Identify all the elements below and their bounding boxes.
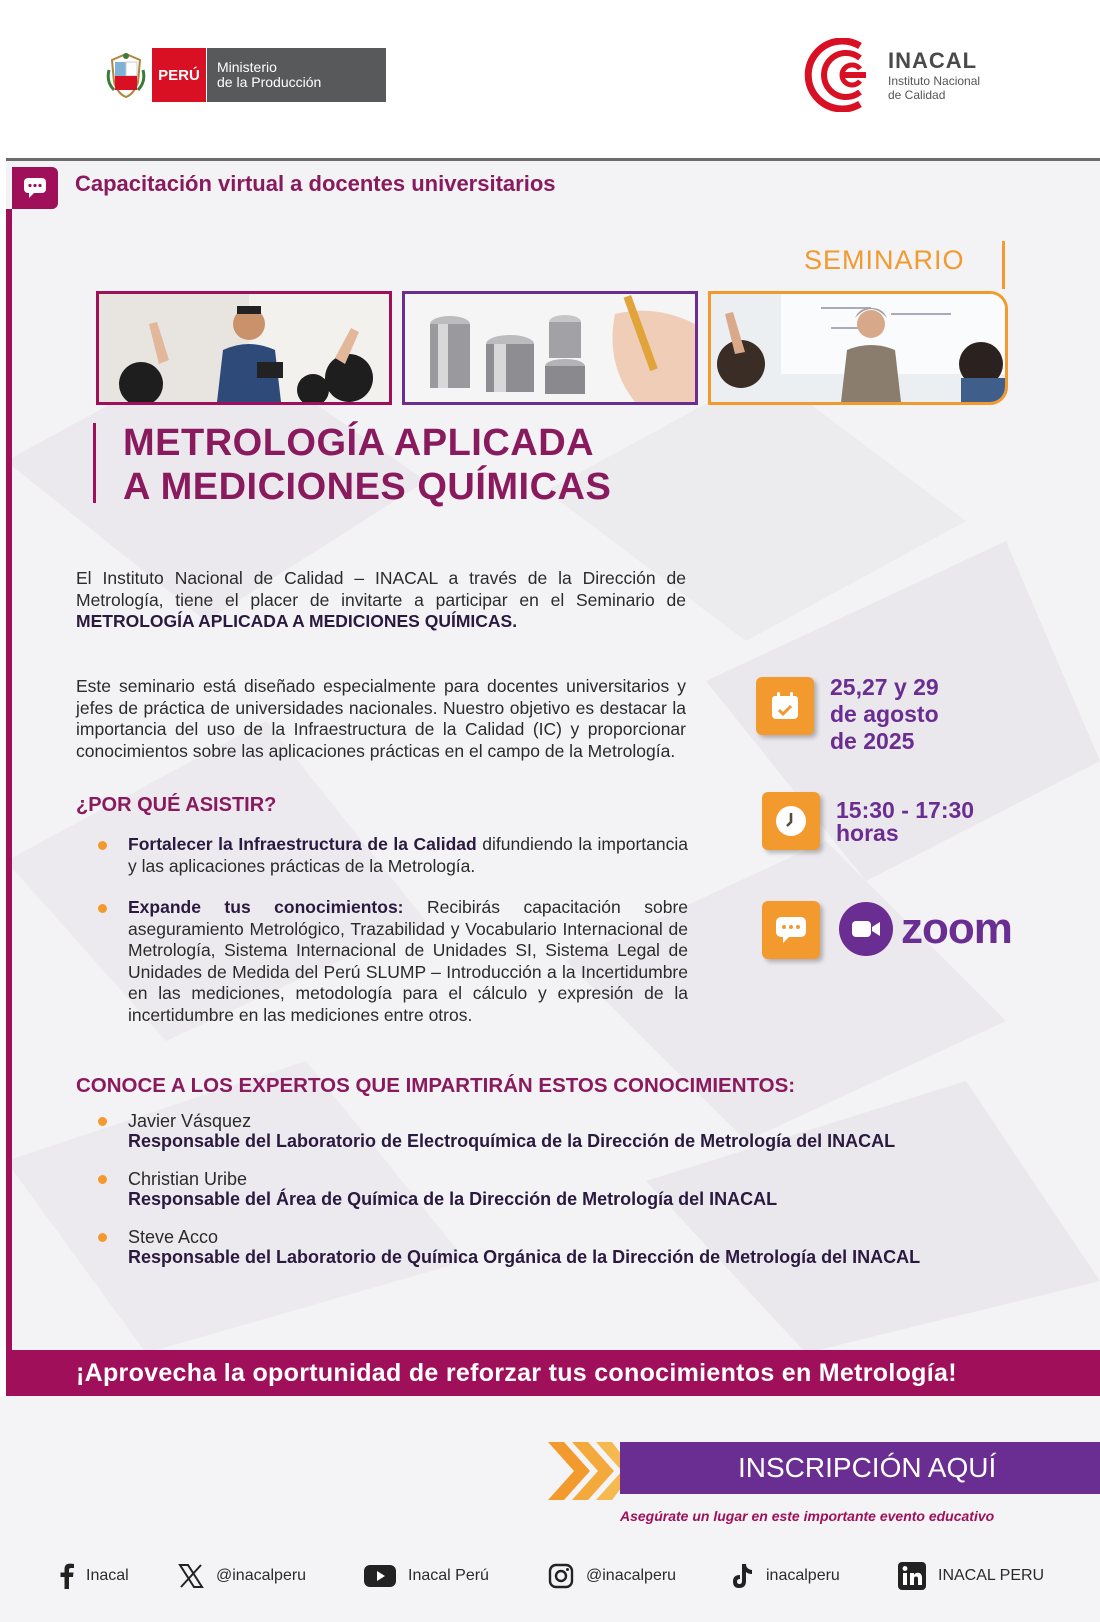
left-accent-bar	[6, 209, 12, 1350]
inacal-logo	[790, 38, 980, 112]
expert-name: Javier Vásquez	[128, 1111, 252, 1131]
social-links	[0, 1556, 1100, 1596]
clock-icon	[762, 792, 820, 850]
zoom-logo	[839, 902, 1012, 956]
zoom-label: zoom	[901, 904, 1012, 953]
description-paragraph: Este seminario está diseñado especialmente para docentes universitarios y jefes de práctica de universidades nacionales. Nuestro objetivo es destacar la importancia del uso de la Infraestructura de la Calidad (IC) y proporcionar conocimientos sobre las aplicaciones prácticas en el campo de la Metrología.	[76, 676, 686, 761]
inacal-sub-1: Instituto Nacional	[888, 74, 981, 88]
photo-teacher-whiteboard	[708, 291, 1008, 405]
social-x[interactable]	[178, 1556, 306, 1596]
experts-heading: CONOCE A LOS EXPERTOS QUE IMPARTIRÁN ESTOS CONOCIMIENTOS:	[76, 1074, 796, 1097]
inacal-sub-2: de Calidad	[888, 88, 946, 102]
event-time	[836, 799, 974, 845]
inscription-subtext: Asegúrate un lugar en este importante evento educativo	[620, 1508, 995, 1524]
social-facebook[interactable]	[60, 1556, 129, 1596]
x-icon	[178, 1563, 204, 1589]
linkedin-handle: INACAL PERU	[938, 1567, 1045, 1584]
list-item	[98, 1169, 1048, 1209]
list-item	[98, 1227, 1048, 1267]
date-line-2: de agosto	[830, 701, 939, 727]
list-item	[98, 1111, 1048, 1151]
ministry-line-2: de la Producción	[217, 74, 322, 90]
peru-label: PERÚ	[152, 48, 206, 102]
calendar-icon	[756, 677, 814, 735]
reason-1-bold: Fortalecer la Infraestructura de la Calidad	[128, 834, 477, 854]
title-accent-bar	[93, 423, 96, 503]
tiktok-handle: inacalperu	[766, 1567, 840, 1584]
seminar-title	[123, 421, 611, 509]
why-heading: ¿POR QUÉ ASISTIR?	[76, 794, 277, 816]
social-instagram[interactable]	[548, 1556, 676, 1596]
list-item	[98, 834, 688, 877]
coat-of-arms-icon	[104, 48, 148, 102]
reasons-list	[98, 834, 688, 1046]
peru-ministry-logo	[104, 48, 386, 102]
footer	[0, 1396, 1100, 1622]
subtitle: Capacitación virtual a docentes universitarios	[75, 171, 556, 196]
ministry-label	[206, 48, 386, 102]
call-to-action-banner: ¡Aprovecha la oportunidad de reforzar tus conocimientos en Metrología!	[6, 1350, 1100, 1396]
social-linkedin[interactable]	[898, 1556, 1044, 1596]
youtube-handle: Inacal Perú	[408, 1567, 489, 1584]
reason-2-bold: Expande tus conocimientos:	[128, 897, 404, 917]
title-line-1: METROLOGÍA APLICADA	[123, 422, 595, 464]
experts-list	[98, 1111, 1048, 1285]
list-item	[98, 897, 688, 1026]
seminario-tag: SEMINARIO	[804, 245, 965, 275]
inacal-name: INACAL	[888, 48, 978, 73]
social-youtube[interactable]	[364, 1556, 489, 1596]
inscription-button[interactable]: INSCRIPCIÓN AQUÍ	[620, 1442, 1100, 1494]
facebook-handle: Inacal	[86, 1567, 129, 1584]
photo-metrology-weights	[402, 291, 698, 405]
photo-teacher-classroom	[96, 291, 392, 405]
time-line-2: horas	[836, 820, 899, 846]
expert-role: Responsable del Área de Química de la Dirección de Metrología del INACAL	[128, 1189, 778, 1209]
title-line-2: A MEDICIONES QUÍMICAS	[123, 466, 612, 508]
time-line-1: 15:30 - 17:30	[836, 797, 975, 823]
intro-paragraph	[76, 568, 686, 633]
chat-bubble-icon	[12, 167, 58, 209]
inacal-mark-icon	[790, 38, 884, 112]
expert-name: Steve Acco	[128, 1227, 219, 1247]
reason-1-text: difundiendo la importancia y las aplicaciones prácticas de la Metrología.	[128, 834, 688, 876]
intro-bold: METROLOGÍA APLICADA A MEDICIONES QUÍMICAS.	[76, 611, 518, 631]
x-handle: @inacalperu	[216, 1567, 307, 1584]
header	[0, 0, 1100, 158]
social-tiktok[interactable]	[730, 1556, 840, 1596]
seminario-divider	[1002, 241, 1005, 289]
expert-role: Responsable del Laboratorio de Química Orgánica de la Dirección de Metrología del INACAL	[128, 1247, 921, 1267]
zoom-camera-icon	[839, 902, 893, 956]
chat-icon	[762, 901, 820, 959]
expert-name: Christian Uribe	[128, 1169, 248, 1189]
expert-role: Responsable del Laboratorio de Electroquímica de la Dirección de Metrología del INACAL	[128, 1131, 896, 1151]
inacal-text	[888, 48, 980, 102]
intro-text: El Instituto Nacional de Calidad – INACAL a través de la Dirección de Metrología, tiene el placer de invitarte a participar en el Seminario de	[76, 568, 686, 610]
facebook-icon	[60, 1563, 74, 1589]
tiktok-icon	[730, 1563, 754, 1589]
event-dates	[830, 674, 939, 755]
instagram-handle: @inacalperu	[586, 1567, 677, 1584]
date-line-3: de 2025	[830, 728, 915, 754]
instagram-icon	[548, 1563, 574, 1589]
ministry-line-1: Ministerio	[217, 59, 277, 75]
linkedin-icon	[898, 1562, 926, 1590]
youtube-icon	[364, 1564, 396, 1588]
date-line-1: 25,27 y 29	[830, 674, 939, 700]
reason-2-text: Recibirás capacitación sobre aseguramiento Metrológico, Trazabilidad y Vocabulario Internacional de Metrología, Sistema Internacional de Unidades SI, Sistema Legal de Unidades de Medida del Perú SLUMP – Introducción a la Incertidumbre en las mediciones, metodología para el cálculo y expresión de la incertidumbre en las mediciones entre otros.	[128, 897, 689, 1025]
main-panel	[6, 158, 1100, 1350]
